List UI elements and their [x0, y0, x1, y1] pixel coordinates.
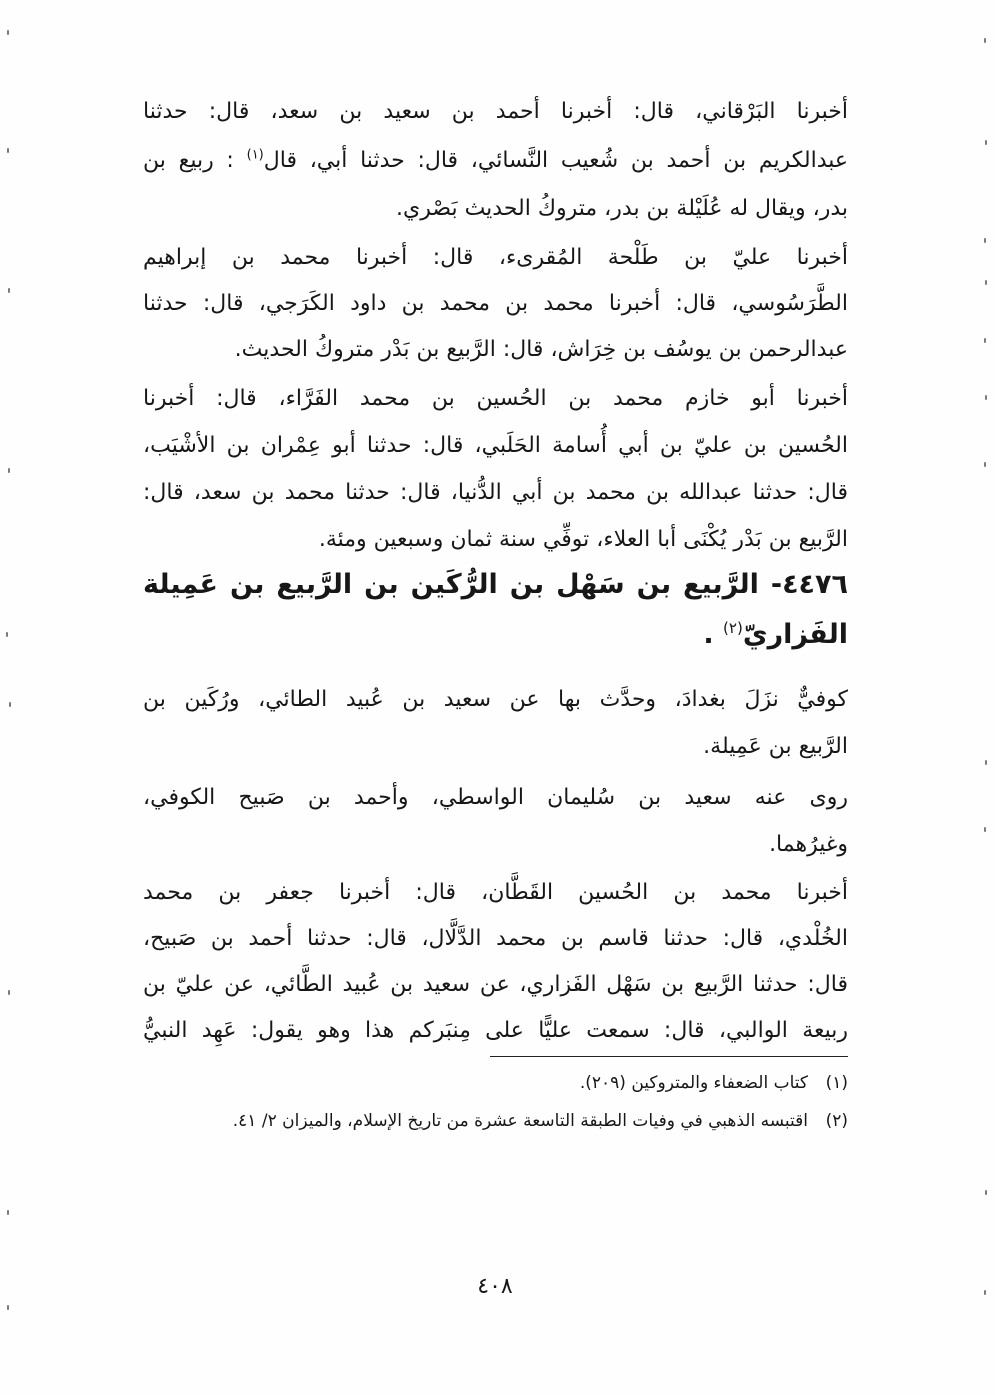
text-line: روى عنه سعيد بن سُليمان الواسطي، وأحمد بن صَبيح الكوفي، [143, 785, 848, 810]
text-line [143, 137, 848, 186]
scan-speck [7, 148, 9, 153]
text-line: أخبرنا أبو خازم محمد بن الحُسين بن محمد الفَرَّاء، قال: أخبرنا [143, 386, 848, 411]
scan-speck [9, 702, 11, 707]
text-segment: عبدالكريم بن أحمد بن شُعيب النَّسائي، قال: حدثنا أبي، قال [263, 147, 849, 173]
text-line: الرَّبيع بن عَمِيلة. [703, 734, 848, 759]
text-line: بدر، ويقال له عُلَيْلة بن بدر، متروكُ الحديث بَصْري. [396, 196, 848, 221]
footnote-text: كتاب الضعفاء والمتروكين (٢٠٩). [579, 1073, 808, 1093]
entry-name: الرَّبيع بن سَهْل بن الرُّكَين بن الرَّبيع بن عَمِيلة [143, 569, 759, 600]
paragraph-isnad-4 [143, 870, 848, 1054]
scan-speck [985, 280, 987, 285]
scan-speck [8, 468, 10, 473]
paragraph-narrators [143, 774, 848, 868]
text-line: قال: حدثنا عبدالله بن محمد بن أبي الدُّنيا، قال: حدثنا محمد بن سعد، قال: [143, 480, 848, 505]
scan-speck [985, 140, 987, 145]
footnote-marker: (١) [825, 1073, 848, 1093]
footnote-marker: (٢) [825, 1111, 848, 1131]
text-line: وغيرُهما. [769, 832, 848, 857]
scan-speck [985, 760, 987, 765]
footnote-text: اقتبسه الذهبي في وفيات الطبقة التاسعة عشرة من تاريخ الإسلام، والميزان ٢/ ٤١. [232, 1111, 808, 1131]
footnote-separator [490, 1056, 848, 1057]
text-line: الرَّبيع بن بَدْر يُكْنَى أبا العلاء، توفِّي سنة ثمان وسبعين ومئة. [318, 527, 848, 552]
scan-speck [985, 395, 987, 400]
entry-end-mark: . [703, 619, 714, 650]
text-line: الطَّرَسُوسي، قال: أخبرنا محمد بن محمد بن داود الكَرَجي، قال: حدثنا [143, 291, 848, 316]
text-line: أخبرنا عليّ بن طَلْحة المُقرىء، قال: أخبرنا محمد بن إبراهيم [143, 245, 848, 270]
paragraph-isnad-3 [143, 375, 848, 563]
scan-speck [7, 30, 9, 35]
text-line: كوفيٌّ نزَلَ بغدادَ، وحدَّث بها عن سعيد بن عُبيد الطائي، ورُكَين بن [143, 687, 848, 712]
paragraph-isnad-2 [143, 235, 848, 373]
text-line: أخبرنا محمد بن الحُسين القَطَّان، قال: أخبرنا جعفر بن محمد [143, 880, 848, 905]
text-segment: : ربيع بن [143, 147, 234, 173]
scan-speck [6, 632, 8, 637]
page-number: ٤٠٨ [477, 1274, 513, 1299]
text-line: ربيعة الوالبي، قال: سمعت عليًّا على مِنبَركم هذا وهو يقول: عَهِد النبيُّ [143, 1018, 848, 1043]
footnote-ref-2: (٢) [723, 619, 743, 637]
footnote-ref-1: (١) [246, 147, 264, 163]
entry-heading-line [143, 610, 848, 660]
footnote-2 [143, 1102, 848, 1140]
scan-speck [984, 827, 986, 832]
entry-nisba: الفَزاريّ [742, 619, 848, 650]
scan-speck [7, 1305, 9, 1310]
scan-speck [985, 1190, 987, 1195]
footnotes [143, 1064, 848, 1140]
scan-speck [984, 338, 986, 343]
scan-speck [984, 462, 986, 467]
text-line: أخبرنا البَرْقاني، قال: أخبرنا أحمد بن سعيد بن سعد، قال: حدثنا [143, 99, 848, 124]
scan-speck [7, 1210, 9, 1215]
entry-heading-line [143, 560, 848, 610]
scan-speck [984, 238, 986, 243]
entry-number: ٤٤٧٦- [770, 569, 848, 600]
footnote-1 [143, 1064, 848, 1102]
text-line: قال: حدثنا الرَّبيع بن سَهْل الفَزاري، عن سعيد بن عُبيد الطَّائي، عن عليّ بن [143, 972, 848, 997]
text-line: عبدالرحمن بن يوسُف بن خِرَاش، قال: الرَّبيع بن بَدْر متروكُ الحديث. [234, 337, 848, 362]
text-line: الخُلْدي، قال: حدثنا قاسم بن محمد الدَّلَّال، قال: حدثنا أحمد بن صَبيح، [143, 926, 848, 951]
text-line: الحُسين بن عليّ بن أبي أُسامة الحَلَبي، قال: حدثنا أبو عِمْران بن الأشْيَب، [143, 433, 848, 458]
scan-speck [984, 38, 986, 43]
scan-speck [8, 288, 10, 293]
paragraph-isnad-1 [143, 88, 848, 234]
paragraph-bio [143, 676, 848, 770]
scan-speck [8, 990, 10, 995]
entry-heading [143, 560, 848, 660]
